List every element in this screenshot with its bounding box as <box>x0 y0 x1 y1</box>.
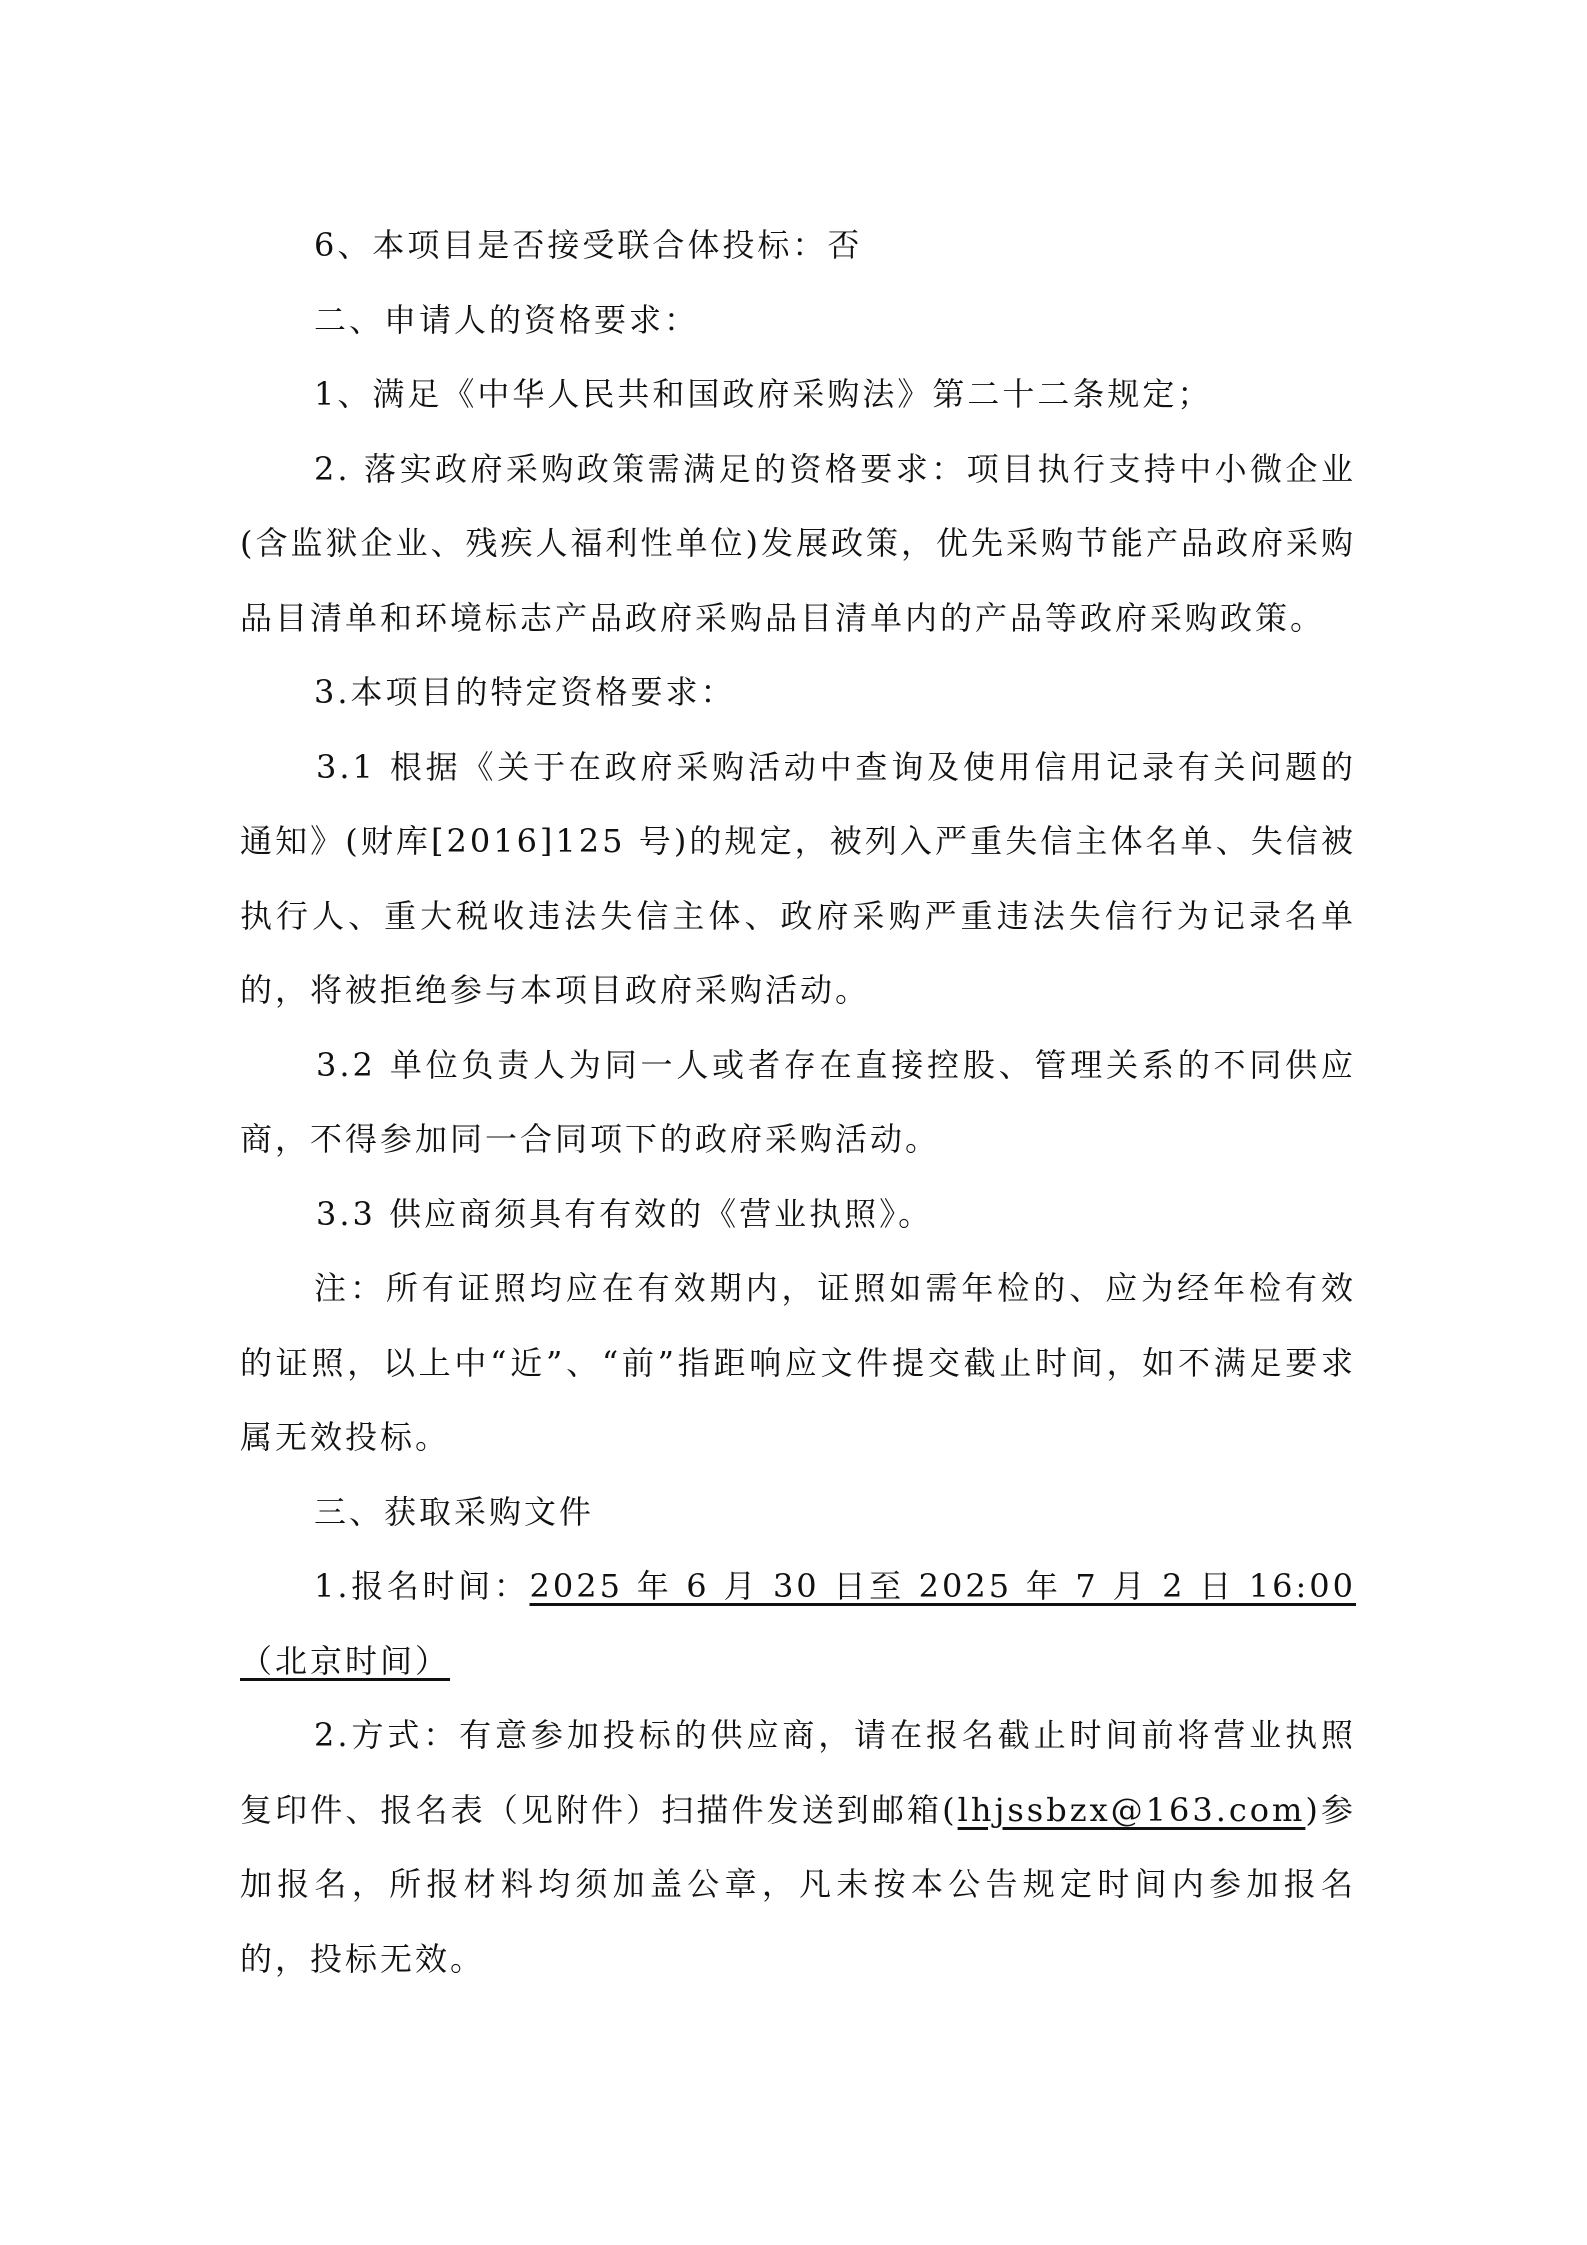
email-link[interactable]: lhjssbzx@163.com <box>957 1790 1306 1829</box>
heading-qualifications: 二、申请人的资格要求： <box>314 300 700 339</box>
paragraph-joint-bid: 6、本项目是否接受联合体投标：否 <box>314 226 863 264</box>
paragraph-registration-method <box>240 1698 1356 1996</box>
registration-time-value: 2025 年 6 月 30 日至 2025 年 7 月 2 日 16:00（北京时间） <box>240 1567 1356 1680</box>
paragraph-credit-record: 3.1 根据《关于在政府采购活动中查询及使用信用记录有关问题的通知》(财库[2016]125 号)的规定，被列入严重失信主体名单、失信被执行人、重大税收违法失信主体、政府采购严重违法失信行为记录名单的，将被拒绝参与本项目政府采购活动。 <box>240 747 1356 1009</box>
registration-time-label: 1.报名时间： <box>314 1567 530 1605</box>
document-page <box>240 208 1356 1996</box>
paragraph-business-license: 3.3 供应商须具有有效的《营业执照》。 <box>316 1194 934 1233</box>
heading-obtain-documents: 三、获取采购文件 <box>314 1492 595 1531</box>
paragraph-policy-requirements: 2. 落实政府采购政策需满足的资格要求：项目执行支持中小微企业(含监狱企业、残疾人福利性单位)发展政策，优先采购节能产品政府采购品目清单和环境标志产品政府采购品目清单内的产品等政府采购政策。 <box>240 449 1356 637</box>
heading-specific-requirements: 3.本项目的特定资格要求： <box>314 673 736 711</box>
paragraph-related-suppliers: 3.2 单位负责人为同一人或者存在直接控股、管理关系的不同供应商，不得参加同一合同项下的政府采购活动。 <box>240 1045 1356 1158</box>
registration-method-text: 2.方式：有意参加投标的供应商，请在报名截止时间前将营业执照复印件、报名表（见附件）扫描件发送到邮箱( <box>240 1716 1356 1829</box>
paragraph-registration-time <box>240 1549 1356 1698</box>
paragraph-note: 注：所有证照均应在有效期内，证照如需年检的、应为经年检有效的证照，以上中“近”、“前”指距响应文件提交截止时间，如不满足要求属无效投标。 <box>240 1269 1356 1456</box>
paragraph-procurement-law: 1、满足《中华人民共和国政府采购法》第二十二条规定； <box>314 375 1213 413</box>
registration-method-text-end: )参加报名，所报材料均须加盖公章，凡未按本公告规定时间内参加报名的，投标无效。 <box>240 1790 1356 1978</box>
